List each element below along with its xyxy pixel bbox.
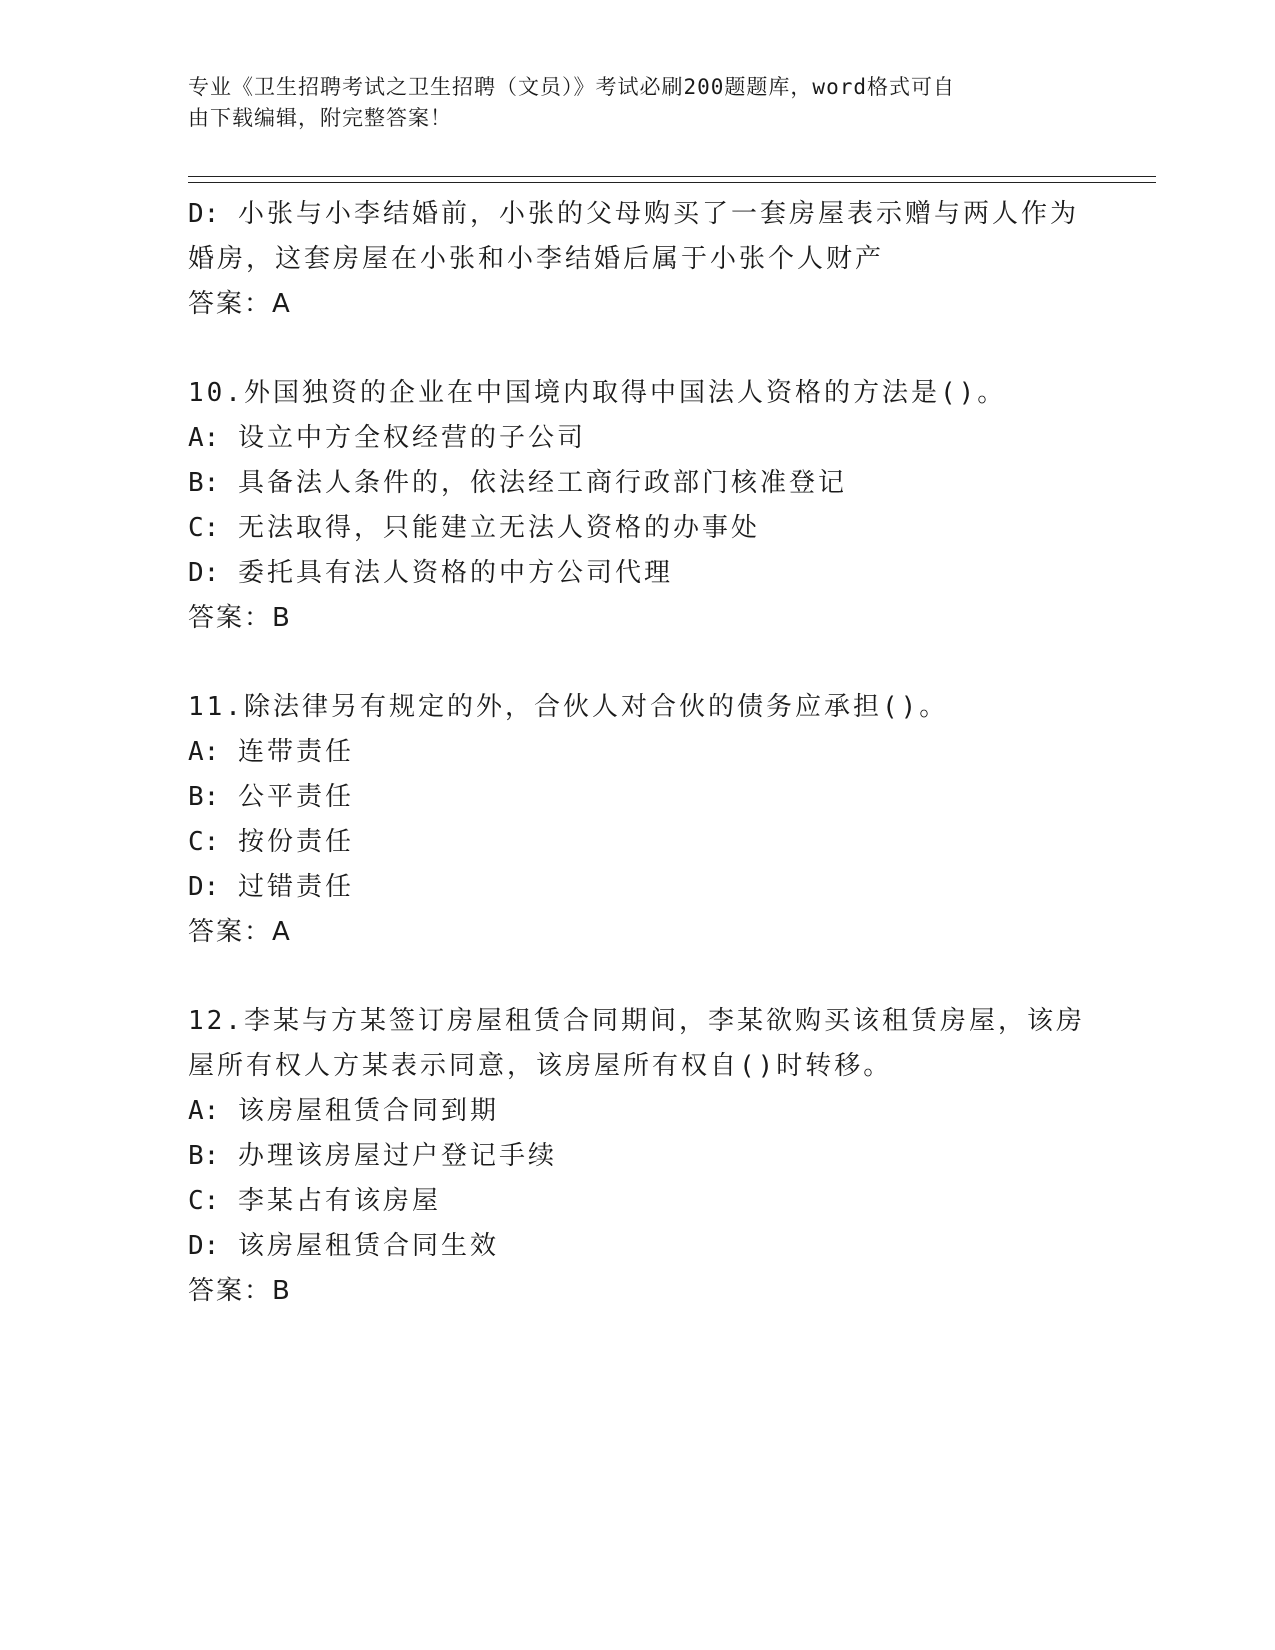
option-d-continued: 婚房，这套房屋在小张和小李结婚后属于小张个人财产 <box>188 244 885 274</box>
question-11 <box>188 685 1088 955</box>
option-d <box>188 551 1088 596</box>
option-text: 委托具有法人资格的中方公司代理 <box>237 558 673 588</box>
question-stem: 12.李某与方某签订房屋租赁合同期间，李某欲购买该租赁房屋，该房 <box>188 1006 1085 1036</box>
header-line-1: 专业《卫生招聘考试之卫生招聘（文员）》考试必刷200题题库，word格式可自 <box>188 75 955 99</box>
option-prefix: A: <box>188 737 220 767</box>
option-b <box>188 1134 1088 1179</box>
option-prefix: A: <box>188 1096 220 1126</box>
option-prefix: D: <box>188 199 220 229</box>
option-text: 李某占有该房屋 <box>237 1186 441 1216</box>
option-text: 办理该房屋过户登记手续 <box>237 1141 557 1171</box>
option-text: 过错责任 <box>237 872 354 902</box>
option-d <box>188 192 1088 237</box>
option-text: 无法取得，只能建立无法人资格的办事处 <box>237 513 760 543</box>
answer-label: 答案：B <box>188 603 292 633</box>
answer-label: 答案：A <box>188 289 292 319</box>
option-d <box>188 865 1088 910</box>
option-prefix: B: <box>188 1141 220 1171</box>
option-a <box>188 416 1088 461</box>
option-text: 该房屋租赁合同生效 <box>237 1231 499 1261</box>
option-prefix: D: <box>188 558 220 588</box>
header-line-2: 由下载编辑，附完整答案！ <box>188 106 452 130</box>
spacer <box>188 641 1088 685</box>
option-prefix: B: <box>188 782 220 812</box>
option-b <box>188 461 1088 506</box>
question-stem: 10.外国独资的企业在中国境内取得中国法人资格的方法是()。 <box>188 378 1007 408</box>
document-header <box>188 72 1068 134</box>
option-prefix: C: <box>188 513 220 543</box>
option-prefix: D: <box>188 872 220 902</box>
answer-label: 答案：A <box>188 917 292 947</box>
option-prefix: C: <box>188 827 220 857</box>
question-9-tail <box>188 192 1088 327</box>
option-text: 小张与小李结婚前，小张的父母购买了一套房屋表示赠与两人作为 <box>237 199 1079 229</box>
question-10 <box>188 371 1088 641</box>
option-text: 设立中方全权经营的子公司 <box>237 423 586 453</box>
option-prefix: C: <box>188 1186 220 1216</box>
answer-label: 答案：B <box>188 1276 292 1306</box>
option-prefix: B: <box>188 468 220 498</box>
option-c <box>188 506 1088 551</box>
question-stem: 11.除法律另有规定的外，合伙人对合伙的债务应承担()。 <box>188 692 949 722</box>
option-prefix: A: <box>188 423 220 453</box>
option-prefix: D: <box>188 1231 220 1261</box>
spacer <box>188 955 1088 999</box>
option-a <box>188 730 1088 775</box>
option-text: 具备法人条件的，依法经工商行政部门核准登记 <box>237 468 847 498</box>
option-c <box>188 1179 1088 1224</box>
option-a <box>188 1089 1088 1134</box>
option-d <box>188 1224 1088 1269</box>
option-c <box>188 820 1088 865</box>
option-b <box>188 775 1088 820</box>
option-text: 公平责任 <box>237 782 354 812</box>
question-12 <box>188 999 1088 1314</box>
question-list <box>188 192 1088 1314</box>
question-stem-continued: 屋所有权人方某表示同意，该房屋所有权自()时转移。 <box>188 1051 893 1081</box>
spacer <box>188 327 1088 371</box>
option-text: 连带责任 <box>237 737 354 767</box>
option-text: 按份责任 <box>237 827 354 857</box>
option-text: 该房屋租赁合同到期 <box>237 1096 499 1126</box>
header-divider <box>188 176 1156 183</box>
